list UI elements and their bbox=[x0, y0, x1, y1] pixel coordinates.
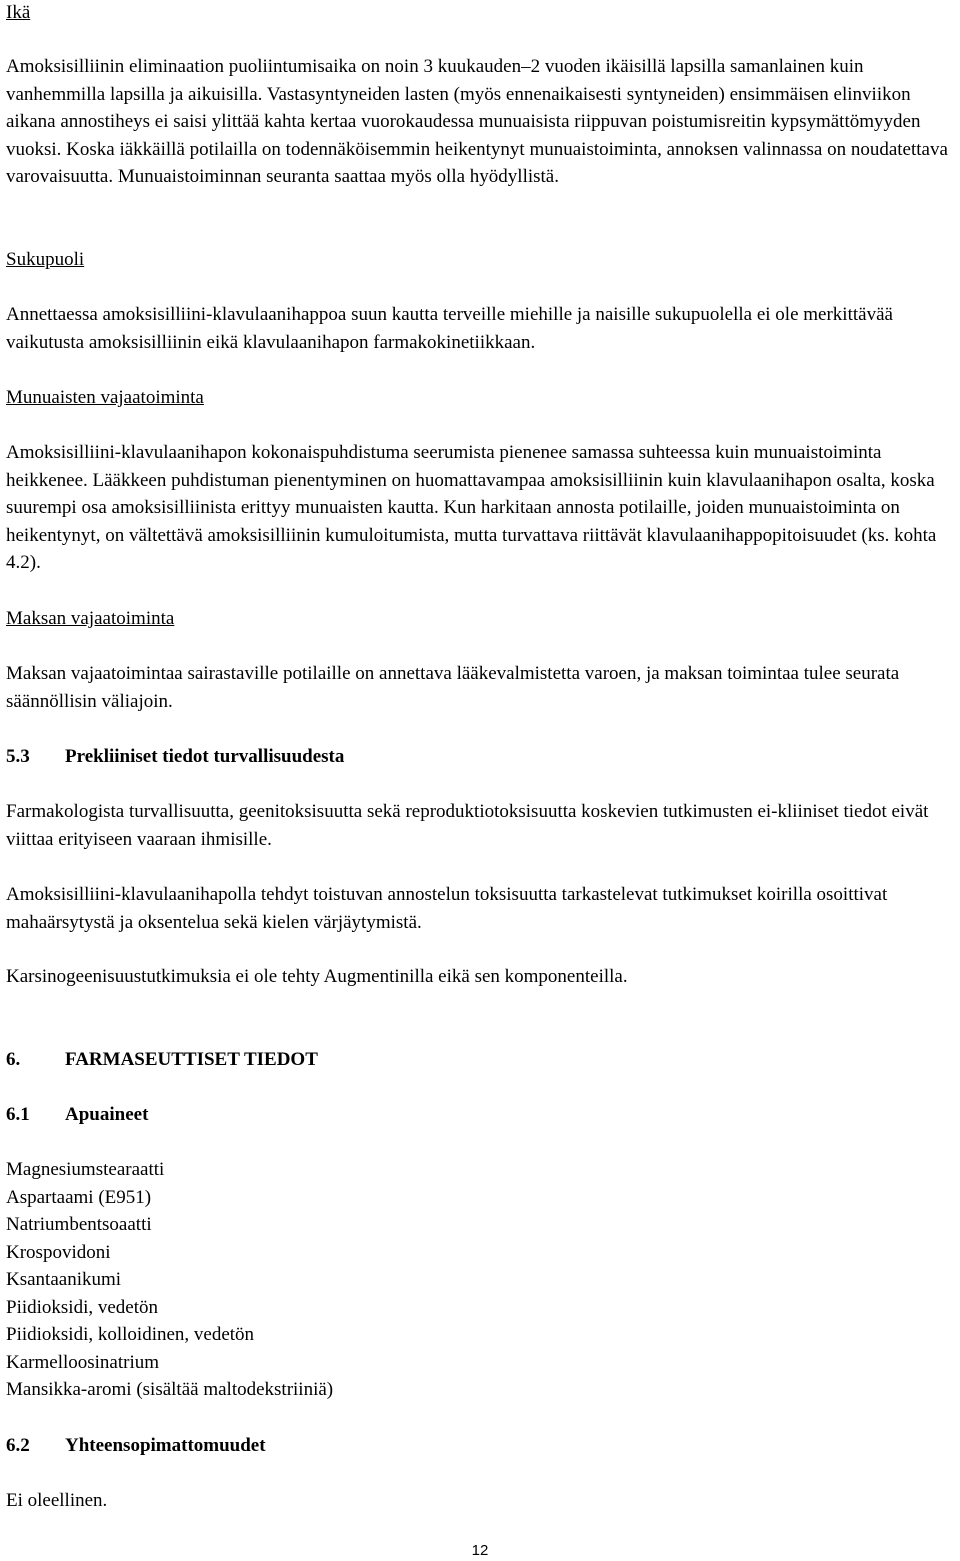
paragraph-sex: Annettaessa amoksisilliini-klavulaanihappoa suun kautta terveille miehille ja naisille sukupuolella ei ole merkittävää vaikutusta amoksisilliinin eikä klavulaanihapon farmakokinetiikkaan. bbox=[6, 304, 893, 353]
heading-sex: Sukupuoli bbox=[6, 249, 85, 270]
excipient-item: Natriumbentsoaatti bbox=[6, 1214, 152, 1235]
excipient-item: Piidioksidi, vedetön bbox=[6, 1296, 158, 1318]
paragraph-6-2: Ei oleellinen. bbox=[6, 1490, 108, 1511]
section-6-heading bbox=[6, 1046, 956, 1074]
section-6-2-title: Yhteensopimattomuudet bbox=[65, 1435, 266, 1456]
paragraph-hepatic: Maksan vajaatoimintaa sairastaville potilaille on annettava lääkevalmistetta varoen, ja maksan toimintaa tulee seurata säännöllisin väliajoin. bbox=[6, 663, 900, 712]
section-6-2-heading bbox=[6, 1432, 956, 1460]
page-number: 12 bbox=[471, 1542, 489, 1559]
heading-renal: Munuaisten vajaatoiminta bbox=[6, 387, 204, 408]
excipient-item: Aspartaami (E951) bbox=[6, 1186, 152, 1208]
paragraph-5-3-pharmacology: Farmakologista turvallisuutta, geenitoksisuutta sekä reproduktiotoksisuutta koskevien tutkimusten ei-kliiniset tiedot eivät viittaa erityiseen vaaraan ihmisille. bbox=[6, 801, 929, 850]
excipient-item: Krospovidoni bbox=[6, 1241, 111, 1263]
excipient-item: Piidioksidi, kolloidinen, vedetön bbox=[6, 1324, 255, 1345]
excipient-item: Mansikka-aromi (sisältää maltodekstriiniä) bbox=[6, 1379, 334, 1400]
heading-hepatic: Maksan vajaatoiminta bbox=[6, 608, 175, 629]
section-5-3-heading bbox=[6, 743, 956, 771]
section-6-number: 6. bbox=[6, 1049, 21, 1070]
section-6-1-title: Apuaineet bbox=[65, 1104, 149, 1125]
excipient-item: Magnesiumstearaatti bbox=[6, 1159, 165, 1180]
section-6-2-number: 6.2 bbox=[6, 1435, 30, 1456]
paragraph-age: Amoksisilliinin eliminaation puoliintumisaika on noin 3 kuukauden–2 vuoden ikäisillä lapsilla samanlainen kuin vanhemmilla lapsilla ja aikuisilla. Vastasyntyneiden lasten (myös ennenaikaisesti syntyneiden) ensimmäisen elinviikon aikana annostiheys ei saisi ylittää kahta kertaa vuorokaudessa munuaisista riippuvan poistumisreitin kypsymättömyyden vuoksi. Koska iäkkäillä potilailla on todennäköisemmin heikentynyt munuaistoiminta, annoksen valinnassa on noudatettava varovaisuutta. Munuaistoiminnan seuranta saattaa myös olla hyödyllistä. bbox=[6, 56, 948, 187]
excipients-list bbox=[6, 1156, 956, 1404]
paragraph-renal: Amoksisilliini-klavulaanihapon kokonaispuhdistuma seerumista pienenee samassa suhteessa kuin munuaistoiminta heikkenee. Lääkkeen puhdistuman pienentyminen on huomattavampaa amoksisilliinin kuin klavulaanihapon osalta, koska suurempi osa amoksisilliinista erittyy munuaisten kautta. Kun harkitaan annosta potilaille, joiden munuaistoiminta on heikentynyt, on vältettävä amoksisilliinin kumuloitumista, mutta turvattava riittävät klavulaanihappopitoisuudet (ks. kohta 4.2). bbox=[6, 442, 937, 573]
section-6-title: FARMASEUTTISET TIEDOT bbox=[65, 1049, 318, 1070]
section-5-3-number: 5.3 bbox=[6, 746, 30, 767]
section-6-1-number: 6.1 bbox=[6, 1104, 30, 1125]
heading-age: Ikä bbox=[6, 2, 31, 23]
section-5-3-title: Prekliiniset tiedot turvallisuudesta bbox=[65, 746, 345, 767]
section-6-1-heading bbox=[6, 1101, 956, 1129]
paragraph-5-3-carcinogenicity: Karsinogeenisuustutkimuksia ei ole tehty Augmentinilla eikä sen komponenteilla. bbox=[6, 966, 628, 987]
paragraph-5-3-toxicity: Amoksisilliini-klavulaanihapolla tehdyt toistuvan annostelun toksisuutta tarkastelevat tutkimukset koirilla osoittivat mahaärsytystä ja oksentelua sekä kielen värjäytymistä. bbox=[6, 884, 888, 933]
excipient-item: Ksantaanikumi bbox=[6, 1269, 122, 1290]
excipient-item: Karmelloosinatrium bbox=[6, 1351, 160, 1373]
